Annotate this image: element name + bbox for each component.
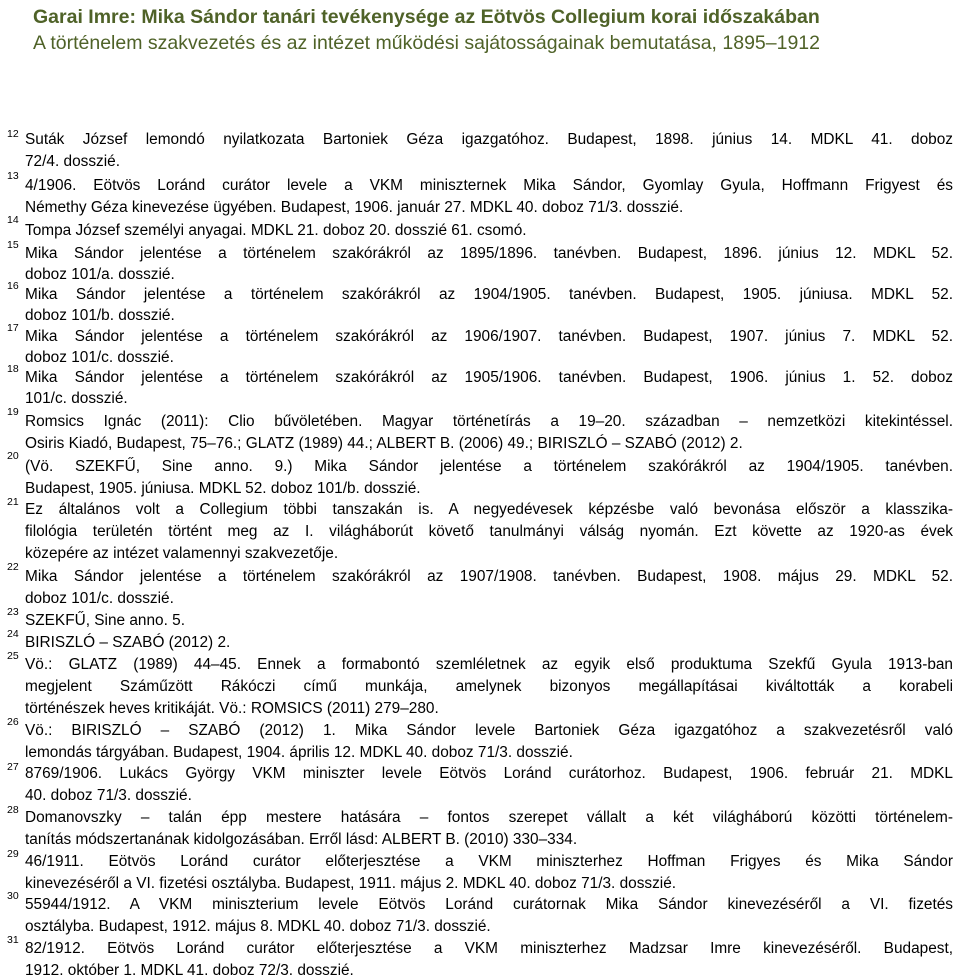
footnote-text-line: Mika Sándor jelentése a történelem szakórákról az 1907/1908. tanévben. Budapest, 1908. május 29. MDKL 52. [25, 568, 953, 585]
footnote-text-line: Suták József lemondó nyilatkozata Bartoniek Géza igazgatóhoz. Budapest, 1898. június 14. MDKL 41. doboz [25, 131, 953, 148]
footnote-text-line: Ez általános volt a Collegium többi tanszakán is. A negyedévesek képzésbe való bevonása először a klasszika- [25, 501, 953, 518]
footnote-text-line: Mika Sándor jelentése a történelem szakórákról az 1895/1896. tanévben. Budapest, 1896. június 12. MDKL 52. [25, 245, 953, 262]
footnote-number: 28 [7, 804, 19, 816]
footnote-number: 20 [7, 450, 19, 462]
footnote-text-line: megjelent Száműzött Rákóczi című munkája, amelynek bizonyos megállapításai kiváltották a korabeli [25, 678, 953, 695]
footnote-text-line: (Vö. SZEKFŰ, Sine anno. 9.) Mika Sándor jelentése a történelem szakórákról az 1904/1905. tanévben. [25, 458, 953, 475]
footnote-text-line: SZEKFŰ, Sine anno. 5. [25, 612, 185, 629]
footnote-number: 31 [7, 934, 19, 946]
footnote-text-line: BIRISZLÓ – SZABÓ (2012) 2. [25, 634, 231, 651]
footnote-text-line: 4/1906. Eötvös Loránd curátor levele a VKM miniszternek Mika Sándor, Gyomlay Gyula, Hoffmann Frigyest és [25, 177, 953, 194]
footnote-text-line: 8769/1906. Lukács György VKM miniszter levele Eötvös Loránd curátorhoz. Budapest, 1906. február 21. MDKL [25, 765, 953, 782]
footnote-text-line: Romsics Ignác (2011): Clio bűvöletében. Magyar történetírás a 19–20. században – nemzetközi kitekintéssel. [25, 413, 953, 430]
footnote-text-line: 55944/1912. A VKM miniszterium levele Eötvös Loránd curátornak Mika Sándor kinevezéséről a VI. fizetés [25, 896, 953, 913]
footnote-number: 13 [7, 170, 19, 182]
footnote-number: 12 [7, 128, 19, 140]
footnote-text-line: Tompa József személyi anyagai. MDKL 21. doboz 20. dosszié 61. csomó. [25, 222, 527, 239]
footnote-text-line: Mika Sándor jelentése a történelem szakórákról az 1905/1906. tanévben. Budapest, 1906. június 1. 52. doboz [25, 369, 953, 386]
footnote-number: 25 [7, 650, 19, 662]
footnote-number: 26 [7, 716, 19, 728]
footnote-text-line: doboz 101/c. dosszié. [25, 349, 174, 366]
footnote-number: 19 [7, 406, 19, 418]
footnote-text-line: 40. doboz 71/3. dosszié. [25, 787, 192, 804]
header-subtitle: A történelem szakvezetés és az intézet működési sajátosságainak bemutatása, 1895–1912 [33, 32, 820, 54]
footnote-number: 23 [7, 606, 19, 618]
footnote-number: 18 [7, 363, 19, 375]
footnote-text-line: filológia területén történt meg az I. világháborút követő tanulmányi válság nyomán. Ezt követte az 1920-as évek [25, 523, 953, 540]
footnote-text-line: doboz 101/c. dosszié. [25, 590, 174, 607]
footnote-text-line: doboz 101/a. dosszié. [25, 266, 175, 283]
header-title: Garai Imre: Mika Sándor tanári tevékenysége az Eötvös Collegium korai időszakában [33, 6, 820, 28]
footnote-text-line: Osiris Kiadó, Budapest, 75–76.; GLATZ (1989) 44.; ALBERT B. (2006) 49.; BIRISZLÓ – SZABÓ (2012) 2. [25, 435, 743, 452]
footnote-text-line: doboz 101/b. dosszié. [25, 307, 175, 324]
footnote-number: 14 [7, 214, 19, 226]
footnote-number: 16 [7, 280, 19, 292]
footnote-text-line: 82/1912. Eötvös Loránd curátor előterjesztése a VKM miniszterhez Madzsar Imre kinevezéséről. Budapest, [25, 940, 953, 957]
footnote-text-line: 101/c. dosszié. [25, 390, 128, 407]
footnote-text-line: Mika Sándor jelentése a történelem szakórákról az 1904/1905. tanévben. Budapest, 1905. júniusa. MDKL 52. [25, 286, 953, 303]
footnote-text-line: Vö.: GLATZ (1989) 44–45. Ennek a formabontó szemléletnek az egyik első produktuma Szekfű Gyula 1913-ban [25, 656, 953, 673]
footnote-text-line: kinevezéséről a VI. fizetési osztályba. Budapest, 1911. május 2. MDKL 40. doboz 71/3. dosszié. [25, 875, 677, 892]
footnote-text-line: osztályba. Budapest, 1912. május 8. MDKL 40. doboz 71/3. dosszié. [25, 918, 491, 935]
footnote-number: 22 [7, 561, 19, 573]
footnote-text-line: közepére az intézet valamennyi szakvezetője. [25, 545, 339, 562]
footnote-text-line: Budapest, 1905. júniusa. MDKL 52. doboz 101/b. dosszié. [25, 480, 421, 497]
footnote-text-line: Domanovszky – talán épp mestere hatására – fontos szerepet vállalt a két világháború közötti történelem- [25, 809, 953, 826]
footnote-text-line: történészek heves kritikáját. Vö.: ROMSICS (2011) 279–280. [25, 700, 439, 717]
footnote-text-line: 72/4. dosszié. [25, 153, 120, 170]
footnote-text-line: Vö.: BIRISZLÓ – SZABÓ (2012) 1. Mika Sándor levele Bartoniek Géza igazgatóhoz a szakvezetésről való [25, 722, 953, 739]
footnote-number: 27 [7, 761, 19, 773]
footnote-text-line: lemondás tárgyában. Budapest, 1904. április 12. MDKL 40. doboz 71/3. dosszié. [25, 744, 573, 761]
footnote-number: 21 [7, 496, 19, 508]
footnote-text-line: tanítás módszertanának kidolgozásában. Erről lásd: ALBERT B. (2010) 330–334. [25, 831, 578, 848]
footnote-number: 29 [7, 848, 19, 860]
footnote-number: 30 [7, 890, 19, 902]
footnote-number: 15 [7, 239, 19, 251]
footnote-number: 17 [7, 322, 19, 334]
footnote-text-line: Némethy Géza kinevezése ügyében. Budapest, 1906. január 27. MDKL 40. doboz 71/3. dosszié. [25, 199, 684, 216]
footnote-text-line: Mika Sándor jelentése a történelem szakórákról az 1906/1907. tanévben. Budapest, 1907. június 7. MDKL 52. [25, 328, 953, 345]
footnote-text-line: 46/1911. Eötvös Loránd curátor előterjesztése a VKM miniszterhez Hoffman Frigyes és Mika Sándor [25, 853, 953, 870]
footnote-text-line: 1912. október 1. MDKL 41. doboz 72/3. dosszié. [25, 962, 354, 979]
footnote-number: 24 [7, 628, 19, 640]
